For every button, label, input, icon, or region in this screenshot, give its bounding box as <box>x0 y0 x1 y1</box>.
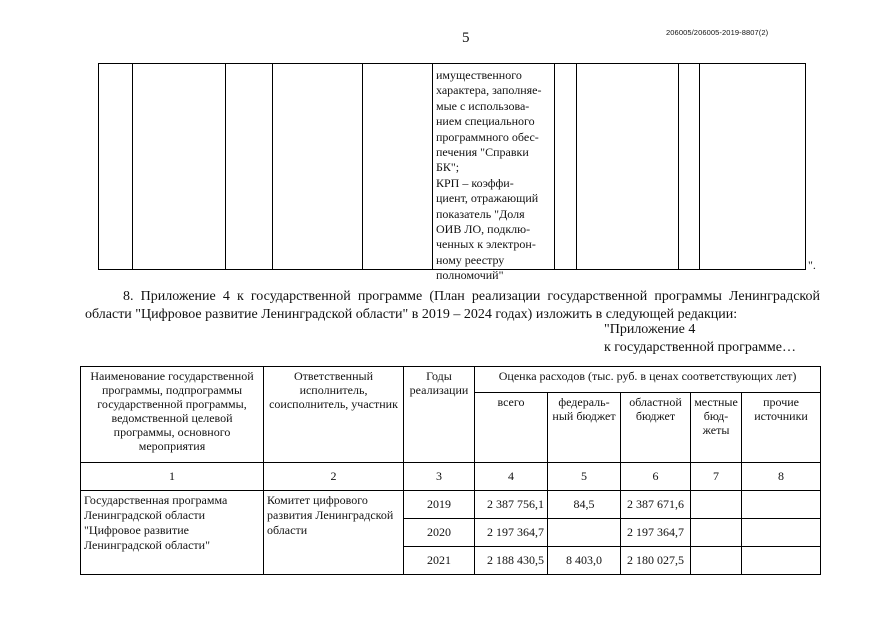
total-cell: 2 387 756,1 <box>475 491 548 519</box>
header-estimate: Оценка расходов (тыс. руб. в ценах соответствующих лет) <box>475 367 821 393</box>
regional-cell: 2 180 027,5 <box>621 547 691 575</box>
header-responsible: Ответственный исполнитель, соисполнитель, участник <box>264 367 404 463</box>
total-cell: 2 197 364,7 <box>475 519 548 547</box>
other-cell <box>742 491 821 519</box>
column-divider <box>576 64 577 269</box>
column-divider <box>678 64 679 269</box>
formula-description-cell: имущественного характера, заполняе- мые с использова- нием специального программного обес- печения "Справки БК"; КРП – коэффи- циент, отражающий показатель "Доля ОИВ ЛО, подклю- ченных к электрон- ному реестру полномочий" <box>436 68 542 283</box>
column-number-row <box>81 463 821 491</box>
column-number: 1 <box>81 463 264 491</box>
column-divider <box>699 64 700 269</box>
header-local: местные бюд-жеты <box>691 393 742 463</box>
column-divider <box>225 64 226 269</box>
other-cell <box>742 519 821 547</box>
program-name-cell: Государственная программа Ленинградской области "Цифровое развитие Ленинградской области" <box>81 491 264 575</box>
column-number: 8 <box>742 463 821 491</box>
header-federal: федераль-ный бюджет <box>548 393 621 463</box>
year-cell: 2019 <box>404 491 475 519</box>
other-cell <box>742 547 821 575</box>
closing-quote: ". <box>808 258 816 272</box>
appendix-title: "Приложение 4 <box>604 322 696 337</box>
table-row <box>81 491 821 519</box>
appendix-subtitle: к государственной программе… <box>604 340 796 355</box>
federal-cell: 84,5 <box>548 491 621 519</box>
year-cell: 2021 <box>404 547 475 575</box>
column-number: 5 <box>548 463 621 491</box>
column-number: 6 <box>621 463 691 491</box>
header-other: прочие источники <box>742 393 821 463</box>
year-cell: 2020 <box>404 519 475 547</box>
responsible-cell: Комитет цифрового развития Ленинградской области <box>264 491 404 575</box>
amendment-paragraph: 8. Приложение 4 к государственной программе (План реализации государственной программы Ленинградской области "Цифровое развитие Ленинградской области" в 2019 – 2024 годах) изложить в следующей редакции: <box>85 289 820 322</box>
local-cell <box>691 547 742 575</box>
federal-cell: 8 403,0 <box>548 547 621 575</box>
column-divider <box>554 64 555 269</box>
regional-cell: 2 387 671,6 <box>621 491 691 519</box>
federal-cell <box>548 519 621 547</box>
continuation-table <box>98 63 806 283</box>
column-number: 7 <box>691 463 742 491</box>
column-divider <box>362 64 363 269</box>
local-cell <box>691 491 742 519</box>
column-number: 3 <box>404 463 475 491</box>
regional-cell: 2 197 364,7 <box>621 519 691 547</box>
column-number: 4 <box>475 463 548 491</box>
implementation-plan-table <box>80 366 821 575</box>
total-cell: 2 188 430,5 <box>475 547 548 575</box>
header-years: Годы реализации <box>404 367 475 463</box>
document-id: 206005/206005-2019-8807(2) <box>666 28 769 37</box>
header-name: Наименование государственной программы, подпрограммы государственной программы, ведомственной целевой программы, основного мероприятия <box>81 367 264 463</box>
column-divider <box>132 64 133 269</box>
header-total: всего <box>475 393 548 463</box>
page-number: 5 <box>462 30 470 46</box>
column-number: 2 <box>264 463 404 491</box>
column-divider <box>272 64 273 269</box>
header-regional: областной бюджет <box>621 393 691 463</box>
column-divider <box>432 64 433 269</box>
local-cell <box>691 519 742 547</box>
